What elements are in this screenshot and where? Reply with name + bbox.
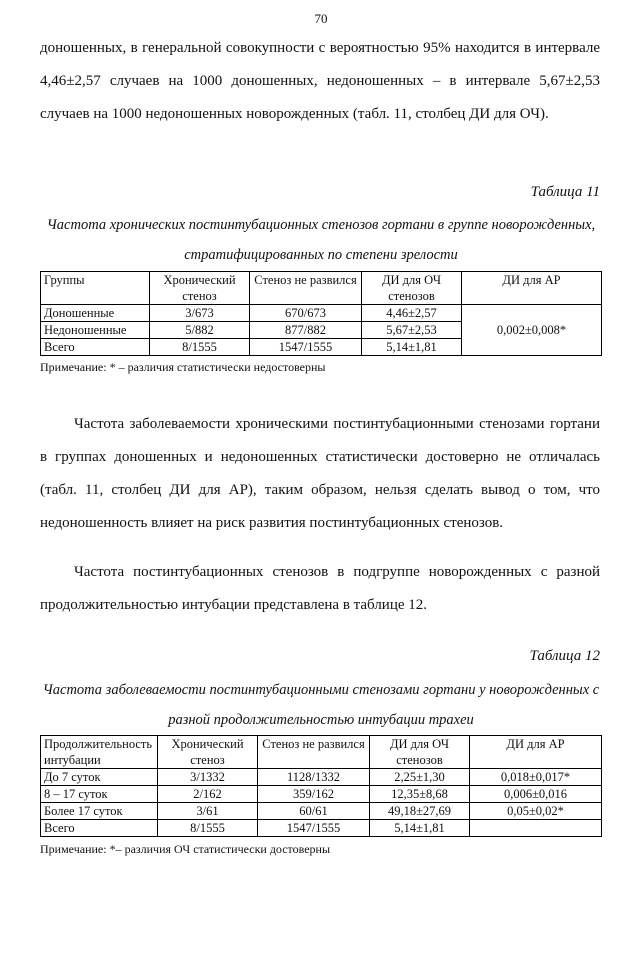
- table-cell: Всего: [41, 339, 150, 356]
- paragraph-1: доношенных, в генеральной совокупности с вероятностью 95% находится в интервале 4,46±2,57 случаев на 1000 доношенных, недоношенных – в интервале 5,67±2,53 случаев на 1000 недоношенных новорожденных (табл. 11, столбец ДИ для ОЧ).: [40, 40, 600, 122]
- table-row: [41, 769, 602, 786]
- table-12-title: Частота заболеваемости постинтубационными стенозами гортани у новорожденных с разной продолжительностью интубации трахеи: [42, 682, 600, 728]
- table-cell: 5,14±1,81: [370, 820, 470, 837]
- header-cell: Стеноз не развился: [258, 736, 370, 769]
- paragraph-2: Частота заболеваемости хроническими постинтубационными стенозами гортани в группах доношенных и недоношенных статистически достоверно не отличалась (табл. 11, столбец ДИ для АР), таким образом, нельзя сделать вывод о том, что недоношенность влияет на риск развития постинтубационных стенозов.: [40, 416, 600, 531]
- table-cell: 1547/1555: [250, 339, 362, 356]
- table-cell: До 7 суток: [41, 769, 158, 786]
- table-cell: 0,018±0,017*: [470, 769, 602, 786]
- table-12: [40, 735, 602, 837]
- table-cell: 60/61: [258, 803, 370, 820]
- table-12-label: Таблица 12: [529, 648, 600, 664]
- table-cell: 670/673: [250, 305, 362, 322]
- page-number: 70: [314, 11, 328, 26]
- table-row: [41, 820, 602, 837]
- table-cell: 0,05±0,02*: [470, 803, 602, 820]
- table-cell: 4,46±2,57: [362, 305, 462, 322]
- table-row: [41, 305, 602, 322]
- table-cell: 12,35±8,68: [370, 786, 470, 803]
- table-11-note: Примечание: * – различия статистически недостоверны: [40, 360, 326, 374]
- table-header-row: [41, 272, 602, 305]
- table-cell: 0,006±0,016: [470, 786, 602, 803]
- header-cell: Группы: [41, 272, 150, 305]
- table-cell: Доношенные: [41, 305, 150, 322]
- header-cell: ДИ для ОЧ стенозов: [370, 736, 470, 769]
- header-cell: ДИ для ОЧ стенозов: [362, 272, 462, 305]
- table-row: [41, 786, 602, 803]
- table-11-label: Таблица 11: [530, 184, 600, 200]
- table-header-row: [41, 736, 602, 769]
- header-cell: Стеноз не развился: [250, 272, 362, 305]
- header-cell: ДИ для АР: [470, 736, 602, 769]
- paragraph-3: Частота постинтубационных стенозов в подгруппе новорожденных с разной продолжительностью интубации представлена в таблице 12.: [40, 564, 600, 613]
- header-cell: ДИ для АР: [462, 272, 602, 305]
- table-cell: 3/1332: [158, 769, 258, 786]
- table-cell: 49,18±27,69: [370, 803, 470, 820]
- table-cell: 2/162: [158, 786, 258, 803]
- table-cell: 5/882: [150, 322, 250, 339]
- table-cell: Недоношенные: [41, 322, 150, 339]
- table-cell: 3/61: [158, 803, 258, 820]
- table-row: [41, 803, 602, 820]
- table-cell: 3/673: [150, 305, 250, 322]
- table-cell: [470, 820, 602, 837]
- table-cell: 877/882: [250, 322, 362, 339]
- table-11: [40, 271, 602, 356]
- table-cell: Более 17 суток: [41, 803, 158, 820]
- header-cell: Хронический стеноз: [150, 272, 250, 305]
- table-cell: 8/1555: [158, 820, 258, 837]
- table-cell: 1128/1332: [258, 769, 370, 786]
- table-cell: 5,67±2,53: [362, 322, 462, 339]
- header-cell: Хронический стеноз: [158, 736, 258, 769]
- table-cell: 359/162: [258, 786, 370, 803]
- table-12-note: Примечание: *– различия ОЧ статистически достоверны: [40, 842, 331, 856]
- table-cell: 8 – 17 суток: [41, 786, 158, 803]
- table-cell: 2,25±1,30: [370, 769, 470, 786]
- table-cell: 5,14±1,81: [362, 339, 462, 356]
- table-cell: 1547/1555: [258, 820, 370, 837]
- ar-value-cell: 0,002±0,008*: [462, 305, 602, 356]
- table-11-title: Частота хронических постинтубационных стенозов гортани в группе новорожденных, стратифицированных по степени зрелости: [46, 217, 596, 263]
- table-cell: 8/1555: [150, 339, 250, 356]
- header-cell: Продолжительность интубации: [41, 736, 158, 769]
- table-cell: Всего: [41, 820, 158, 837]
